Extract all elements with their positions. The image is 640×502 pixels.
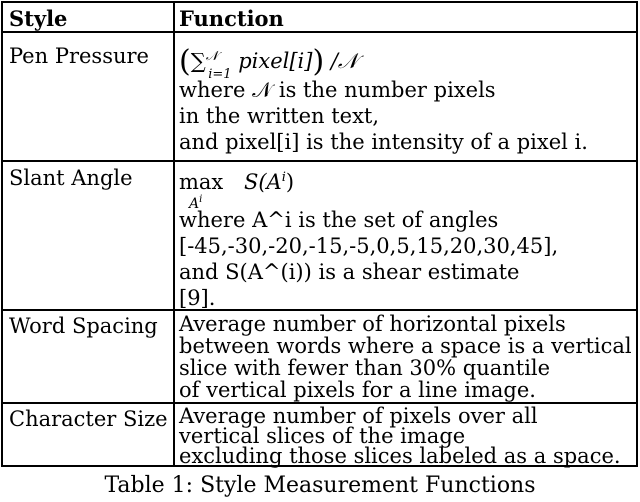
- function-character-size: [179, 406, 621, 466]
- style-pen-pressure: Pen Pressure: [9, 44, 149, 68]
- slant-angle-line: and S(A^(i)) is a shear estimate: [179, 260, 520, 284]
- word-spacing-line: Average number of horizontal pixels: [179, 312, 566, 336]
- header-style: Style: [9, 6, 68, 31]
- slant-angle-line: where A^i is the set of angles: [179, 208, 499, 232]
- table-caption: Table 1: Style Measurement Functions: [104, 473, 536, 498]
- character-size-line: excluding those slices labeled as a space.: [179, 444, 621, 468]
- slant-angle-formula: $\max S(A^i)$ $A^i$: [179, 170, 295, 212]
- slant-angle-line: [-45,-30,-20,-15,-5,0,5,15,20,30,45],: [179, 234, 559, 258]
- slant-angle-line: [9].: [179, 286, 216, 310]
- row-divider: [3, 160, 636, 162]
- function-slant-angle: [179, 165, 558, 311]
- function-word-spacing: [179, 313, 632, 401]
- word-spacing-line: of vertical pixels for a line image.: [179, 378, 536, 402]
- pen-pressure-formula: (∑$^𝒩_{i=1}$ pixel[i]) /𝒩: [179, 44, 359, 82]
- column-divider: [173, 3, 175, 465]
- pen-pressure-line: where 𝒩 is the number pixels: [179, 78, 496, 102]
- pen-pressure-line: in the written text,: [179, 104, 380, 128]
- word-spacing-line: slice with fewer than 30% quantile: [179, 356, 551, 380]
- header-divider: [3, 31, 636, 33]
- word-spacing-line: between words where a space is a vertical: [179, 334, 632, 358]
- character-size-line: vertical slices of the image: [179, 424, 466, 448]
- function-pen-pressure: [179, 37, 588, 155]
- style-slant-angle: Slant Angle: [9, 166, 133, 190]
- style-word-spacing: Word Spacing: [9, 314, 158, 338]
- character-size-line: Average number of pixels over all: [179, 404, 538, 428]
- style-measurement-table: [1, 1, 638, 467]
- header-function: Function: [179, 6, 284, 31]
- pen-pressure-line: and pixel[i] is the intensity of a pixel i.: [179, 130, 588, 154]
- style-character-size: Character Size: [9, 407, 168, 431]
